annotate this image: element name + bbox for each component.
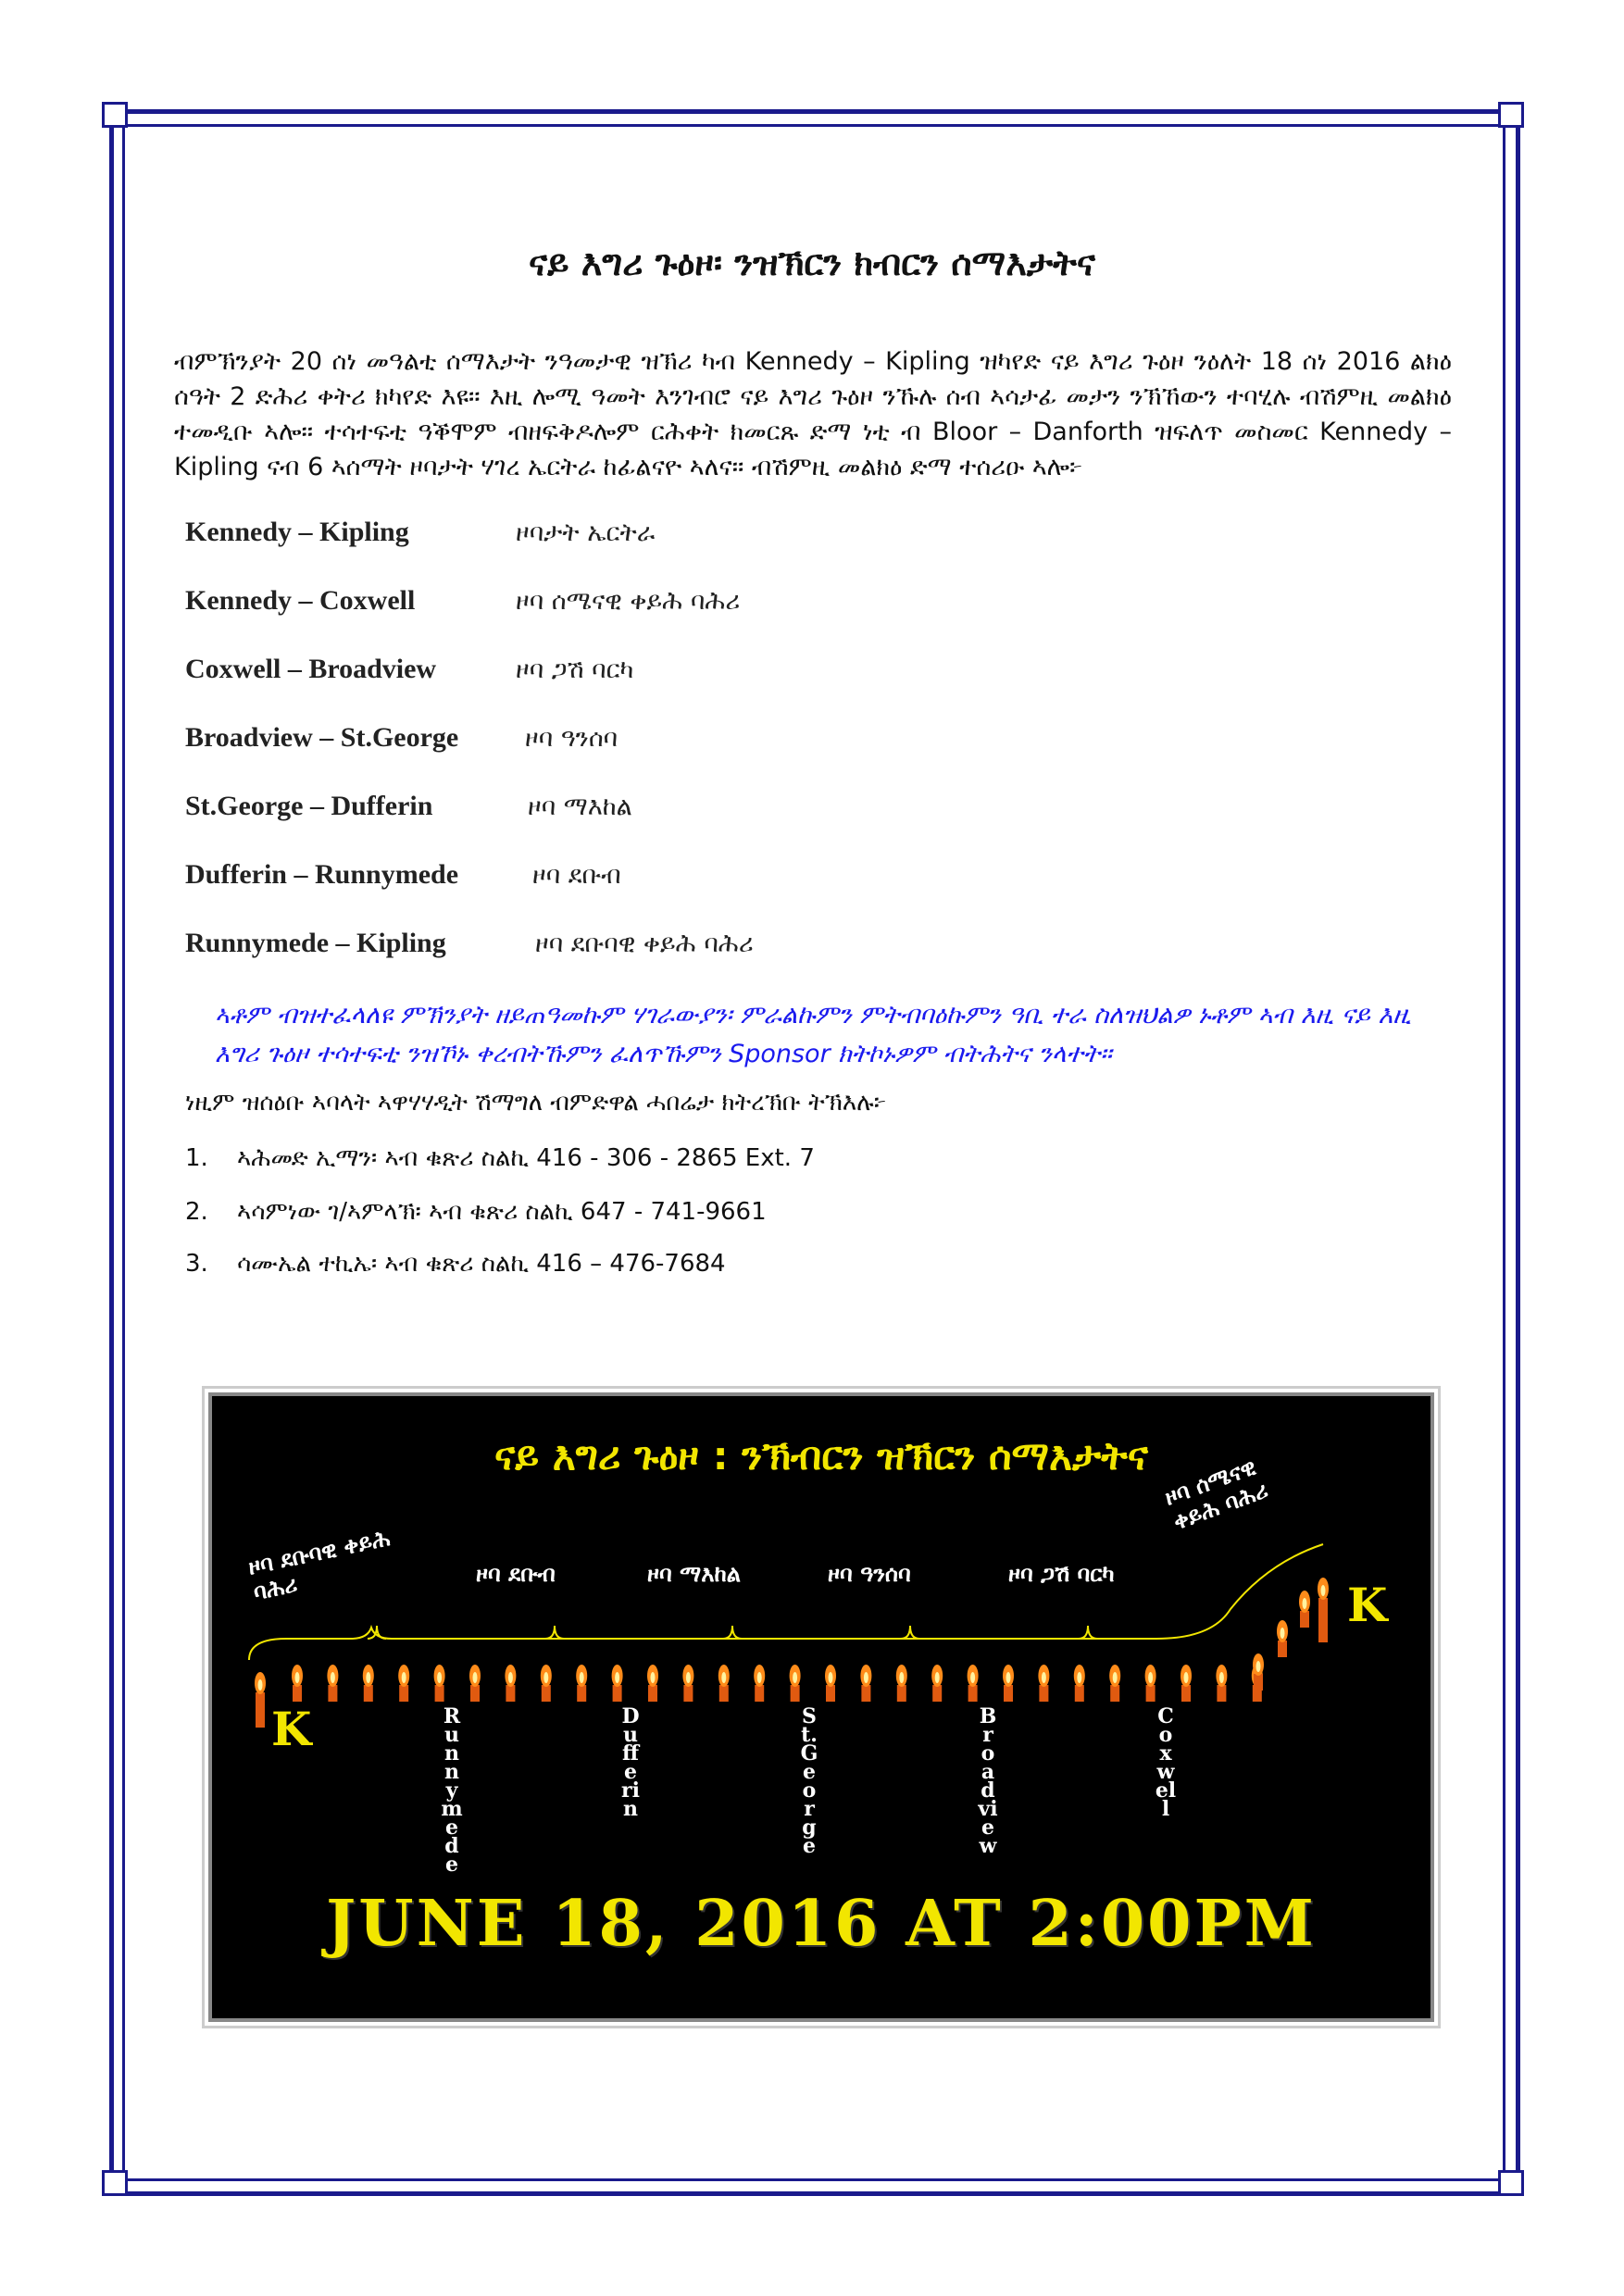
candle-flame-core	[437, 1672, 442, 1683]
candle-body	[1318, 1598, 1328, 1642]
candle-flame-core	[793, 1672, 797, 1683]
contact-item	[185, 1144, 815, 1173]
candle-flame-core	[1280, 1628, 1285, 1639]
candle-flame-core	[899, 1672, 904, 1683]
page-title: ናይ እግሪ ጉዕዞ፡ ንዝኽርን ክብርን ሰማእታትና	[529, 243, 1095, 283]
candle-body	[1300, 1611, 1309, 1628]
candle-flame-core	[1219, 1672, 1224, 1683]
candle-flame-core	[402, 1672, 406, 1683]
candle-body	[791, 1685, 800, 1702]
zone-route: Broadview – St.George	[185, 722, 459, 753]
candle-flame-core	[295, 1672, 300, 1683]
candle-body	[542, 1685, 551, 1702]
station-label-coxwell: Coxwell	[1155, 1704, 1177, 1821]
candle-body	[1278, 1641, 1287, 1657]
event-poster	[208, 1392, 1434, 2022]
candle-body	[1146, 1685, 1156, 1702]
candle-flame-core	[864, 1672, 868, 1683]
candle-body	[897, 1685, 906, 1702]
candle-flame-core	[1303, 1598, 1307, 1609]
candle-flame-core	[686, 1672, 691, 1683]
candle-body	[399, 1685, 408, 1702]
candle-flame-core	[366, 1672, 370, 1683]
candle-flame-core	[1077, 1672, 1081, 1683]
zone-route: Dufferin – Runnymede	[185, 859, 459, 890]
candle-flame-core	[829, 1672, 833, 1683]
candle-flame-core	[1042, 1672, 1046, 1683]
appeal-paragraph: ኣቶም ብዝተፈላለዩ ምኽንያት ዘይጠዓመኩም ሃገራውያን፡ ምራልኩምን ምትብባዕኩምን ዓቢ ተራ ስለዝህልዎ ኑቶም ኣብ እዚ ናይ እዚ እግሪ ጉዕዞ ተሳተፍቲ ንዝኾኑ ቀረብትኹምን ፈለጥኹምን Sponsor ክትኮኑዎም ብትሕትና ንላተት።	[215, 1001, 1411, 1068]
zone-name: ዞባ ደቡብ	[532, 861, 621, 890]
poster-zone-label: ዞባ ደቡባዊ ቀይሕ ባሕሪ	[245, 1524, 393, 1606]
candle-flame-core	[1184, 1672, 1189, 1683]
poster-zone-label: ዞባ ዓንሰባ	[828, 1561, 911, 1587]
candle-body	[932, 1685, 942, 1702]
zone-brace-tick	[545, 1626, 564, 1639]
zone-brace-tick	[1079, 1626, 1097, 1639]
zone-name: ዞባ ጋሽ ባርካ	[516, 655, 634, 684]
candle-flame-core	[651, 1672, 656, 1683]
kipling-k-letter: K	[271, 1702, 312, 1756]
corner-ornament	[1498, 102, 1524, 128]
zone-name: ዞባ ደቡባዊ ቀይሕ ባሕሪ	[535, 930, 754, 958]
contact-text: ሳሙኤል ተኪኤ፡ ኣብ ቁጽሪ ስልኪ 416 – 476-7684	[237, 1250, 726, 1278]
zone-name: ዞባ ዓንሰባ	[525, 724, 618, 753]
candle-body	[470, 1685, 480, 1702]
candle-body	[435, 1685, 444, 1702]
candle-body	[648, 1685, 657, 1702]
candle-body	[1039, 1685, 1048, 1702]
candle-flame-core	[970, 1672, 975, 1683]
poster-zone-label: ዞባ ሰሜናዊ ቀይሕ ባሕሪ	[1160, 1454, 1271, 1535]
zone-route: Runnymede – Kipling	[185, 928, 446, 958]
candle-flame-core	[1256, 1661, 1261, 1672]
poster-date: JUNE 18, 2016 AT 2:00PM	[326, 1887, 1317, 1961]
candle-flame-core	[935, 1672, 940, 1683]
zone-route: Kennedy – Coxwell	[185, 585, 416, 616]
candle-flame-core	[1113, 1672, 1118, 1683]
contact-number: 2.	[185, 1198, 208, 1226]
station-label-broadview: Broadview	[978, 1704, 998, 1858]
candle-body	[968, 1685, 978, 1702]
route-brace-line	[249, 1544, 1323, 1660]
contact-item	[185, 1198, 767, 1227]
zone-brace-tick	[723, 1626, 742, 1639]
candle-body	[256, 1692, 265, 1728]
contact-text: ኣሳምነው ገ/ኣምላኽ፡ ኣብ ቁጽሪ ስልኪ 647 - 741-9661	[237, 1198, 767, 1226]
poster-zone-label: ዞባ ደቡብ	[476, 1561, 556, 1587]
candle-body	[1110, 1685, 1119, 1702]
contact-text: ኣሕመድ ኢማን፡ ኣብ ቁጽሪ ስልኪ 416 - 306 - 2865 Ext. 7	[237, 1144, 815, 1172]
candle-body	[1181, 1685, 1191, 1702]
zone-brace-tick	[901, 1626, 919, 1639]
zone-name: ዞባ ማእከል	[528, 792, 632, 821]
candle-flame-core	[615, 1672, 619, 1683]
candle-body	[1217, 1685, 1226, 1702]
contacts-intro: ነዚም ዝሰዕቡ ኣባላት ኣዋሃሃዲት ሽማግለ ብምድዋል ሓበሬታ ክትረኽቡ ትኽእሉ፦	[185, 1089, 887, 1117]
corner-ornament	[102, 2170, 128, 2196]
intro-paragraph: ብምኽንያት 20 ሰነ መዓልቲ ሰማእታት ንዓመታዊ ዝኽሪ ካብ Kennedy – Kipling ዝካየድ ናይ እግሪ ጉዕዞ ንዕለት 18 ሰነ 2016 ልክዕ ሰዓት 2 ድሕሪ ቀትሪ ክካየድ እዩ። እዚ ሎሚ ዓመት እንገብሮ ናይ እግሪ ጉዕዞ ንኹሉ ሰብ ኣሳታፊ መታን ንኽኸውን ተባሂሉ ብሽምዚ መልክዕ ተመዲቡ ኣሎ። ተሳተፍቲ ዓቕሞም ብዘፍቅዶሎም ርሕቀት ክመርጹ ድማ ነቲ ብ Bloor – Danforth ዝፍለጥ መስመር Kennedy – Kipling ናብ 6 ኣሰማት ዞባታት ሃገረ ኤርትራ ከፊልናዮ ኣለና። ብሽምዚ መልክዕ ድማ ተሰሪዑ ኣሎ፦	[174, 347, 1452, 481]
station-label-st-george: St.George	[800, 1704, 818, 1858]
candle-flame-core	[1006, 1672, 1011, 1683]
candle-flame-core	[508, 1672, 513, 1683]
candle-body	[293, 1685, 302, 1702]
candle-flame-core	[580, 1672, 584, 1683]
zone-route: St.George – Dufferin	[185, 791, 433, 821]
candle-body	[577, 1685, 586, 1702]
contact-number: 1.	[185, 1144, 208, 1172]
station-label-runnymede: Runnymede	[441, 1704, 463, 1877]
zone-name: ዞባ ሰሜናዊ ቀይሕ ባሕሪ	[516, 587, 741, 616]
candle-body	[328, 1685, 337, 1702]
kennedy-k-letter: K	[1347, 1578, 1388, 1632]
corner-ornament	[1498, 2170, 1524, 2196]
candle-flame-core	[1321, 1585, 1326, 1596]
candle-flame-core	[757, 1672, 762, 1683]
candle-body	[364, 1685, 373, 1702]
candle-body	[1254, 1674, 1263, 1691]
candle-flame-core	[331, 1672, 335, 1683]
contact-item	[185, 1250, 726, 1279]
candle-body	[826, 1685, 835, 1702]
candle-flame-core	[258, 1679, 263, 1691]
poster-zone-label: ዞባ ጋሽ ባርካ	[1008, 1561, 1115, 1587]
contact-number: 3.	[185, 1250, 208, 1278]
zone-name: ዞባታት ኤርትራ	[516, 518, 656, 547]
station-label-dufferin: Dufferin	[621, 1704, 640, 1821]
candle-body	[613, 1685, 622, 1702]
candle-flame-core	[1148, 1672, 1153, 1683]
candle-body	[1004, 1685, 1013, 1702]
poster-zone-label: ዞባ ማእከል	[647, 1561, 741, 1587]
candle-body	[1075, 1685, 1084, 1702]
candle-flame-core	[473, 1672, 478, 1683]
candle-body	[683, 1685, 693, 1702]
candle-body	[506, 1685, 515, 1702]
candle-flame-core	[721, 1672, 726, 1683]
candle-body	[719, 1685, 729, 1702]
candle-body	[755, 1685, 764, 1702]
candle-flame-core	[543, 1672, 548, 1683]
zone-route: Kennedy – Kipling	[185, 517, 409, 547]
candle-body	[861, 1685, 870, 1702]
corner-ornament	[102, 102, 128, 128]
zone-route: Coxwell – Broadview	[185, 654, 437, 684]
poster-title: ናይ እግሪ ጉዕዞ : ንኽብርን ዝኽርን ሰማእታትና	[493, 1433, 1148, 1479]
